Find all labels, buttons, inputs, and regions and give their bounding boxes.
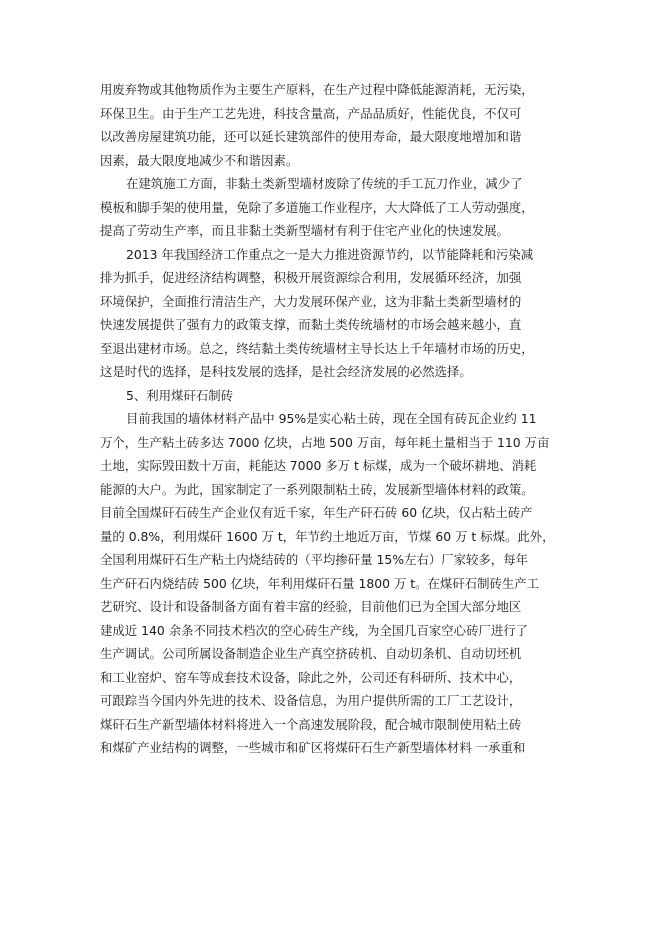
- text-line: 用废弃物或其他物质作为主要生产原料，在生产过程中降低能源消耗，无污染，: [100, 82, 534, 97]
- paragraph-start-line: 目前我国的墙体材料产品中 95%是实心粘土砖，现在全国有砖瓦企业约 11: [126, 411, 537, 426]
- text-line: 和煤矿产业结构的调整，一些城市和矿区将煤矸石生产新型墙体材料 一承重和: [100, 740, 526, 755]
- text-line: 这是时代的选择，是科技发展的选择，是社会经济发展的必然选择。: [100, 364, 472, 379]
- text-line: 和工业窑炉、窑车等成套技术设备，除此之外，公司还有科研所、技术中心，: [100, 669, 522, 685]
- section-heading: 5、利用煤矸石制砖: [126, 387, 234, 403]
- text-line: 土地，实际毁田数十万亩，耗能达 7000 多万 t 标煤，成为一个破坏耕地、消耗: [100, 458, 537, 473]
- body-text: [100, 78, 560, 760]
- text-line: 煤矸石生产新型墙体材料将进入一个高速发展阶段，配合城市限制使用粘土砖: [100, 716, 522, 732]
- text-line: 全国利用煤矸石生产粘土内烧结砖的（平均掺矸量 15%左右）厂家较多，每年: [100, 552, 528, 567]
- text-line: 以改善房屋建筑功能，还可以延长建筑部件的使用寿命，最大限度地增加和谐: [100, 129, 522, 144]
- text-line: 排为抓手，促进经济结构调整，积极开展资源综合利用，发展循环经济，加强: [100, 270, 522, 285]
- text-line: 可跟踪当今国内外先进的技术、设备信息，为用户提供所需的工厂工艺设计，: [100, 693, 522, 708]
- text-line: 生产调试。公司所属设备制造企业生产真空挤砖机、自动切条机、自动切坯机: [100, 646, 522, 661]
- text-line: 建成近 140 余条不同技术档次的空心砖生产线，为全国几百家空心砖厂进行了: [100, 622, 529, 638]
- text-line: 艺研究、设计和设备制备方面有着丰富的经验，目前他们已为全国大部分地区: [100, 599, 522, 614]
- text-line: 生产矸石内烧结砖 500 亿块，年利用煤矸石量 1800 万 t。在煤矸石制砖生产工: [100, 575, 540, 591]
- text-line: 环境保护，全面推行清洁生产，大力发展环保产业，这为非黏土类新型墙材的: [100, 293, 522, 309]
- text-line: 提高了劳动生产率，而且非黏土类新型墙材有利于住宅产业化的快速发展。: [100, 223, 509, 238]
- text-line: 环保卫生。由于生产工艺先进，科技含量高，产品品质好，性能优良，不仅可: [100, 105, 522, 121]
- text-line: 目前全国煤矸石砖生产企业仅有近千家，年生产矸石砖 60 亿块，仅占粘土砖产: [100, 505, 533, 520]
- text-line: 万个，生产粘土砖多达 7000 亿块，占地 500 万亩，每年耗土量相当于 110 万亩: [100, 434, 550, 450]
- paragraph-start-line: 2013 年我国经济工作重点之一是大力推进资源节约，以节能降耗和污染减: [126, 246, 534, 262]
- text-line: 能源的大户。为此，国家制定了一系列限制粘土砖，发展新型墙体材料的政策。: [100, 481, 534, 497]
- text-line: 快速发展提供了强有力的政策支撑，而黏土类传统墙材的市场会越来越小，直: [100, 317, 522, 332]
- text-line: 至退出建材市场。总之，终结黏土类传统墙材主导长达上千年墙材市场的历史，: [100, 340, 534, 356]
- paragraph-start-line: 在建筑施工方面，非黏土类新型墙材废除了传统的手工瓦刀作业，减少了: [126, 176, 523, 191]
- text-line: 因素，最大限度地减少不和谐因素。: [100, 152, 299, 168]
- text-line: 模板和脚手架的使用量，免除了多道施工作业程序，大大降低了工人劳动强度，: [100, 199, 534, 215]
- text-line: 量的 0.8%，利用煤矸 1600 万 t，年节约土地近万亩，节煤 60 万 t 标煤。此外，: [100, 528, 555, 544]
